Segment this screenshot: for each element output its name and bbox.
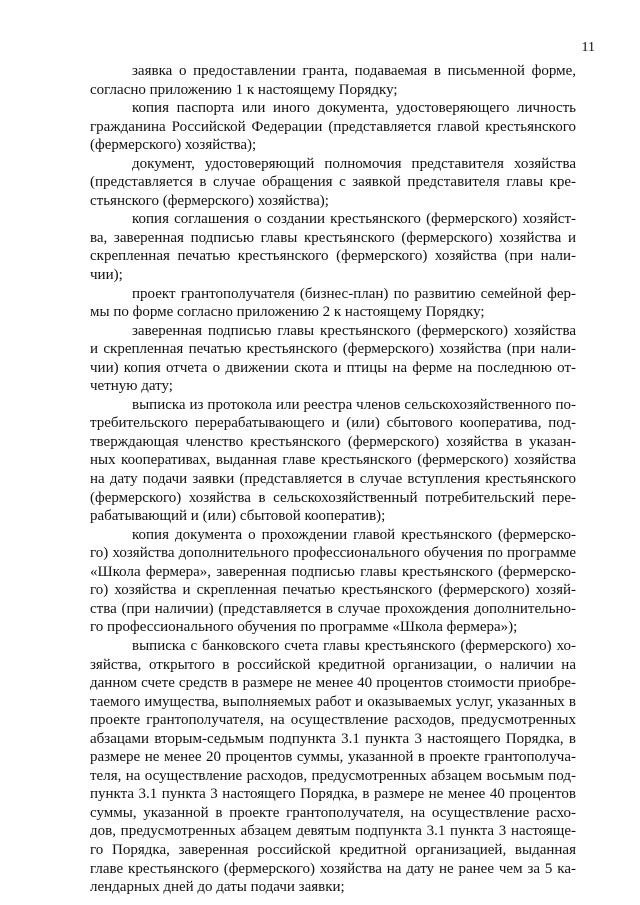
text-line: (представляется в случае обращения с заявкой представителя главы кре-	[90, 174, 576, 191]
text-line: копия соглашения о создании крестьянского (фермерского) хозяйст-	[132, 211, 576, 228]
text-line: заявка о предоставлении гранта, подаваемая в письменной форме,	[132, 63, 576, 79]
text-line: тверждающая членство крестьянского (фермерского) хозяйства в указан-	[90, 433, 576, 450]
text-line: заверенная подписью главы крестьянского (фермерского) хозяйства	[132, 322, 576, 339]
text-line: го профессионального обучения по программе «Школа фермера»);	[90, 619, 518, 636]
text-line: пункта 3.1 пункта 3 настоящего Порядка, в размере не менее 40 процентов	[90, 786, 576, 803]
document-body	[90, 62, 576, 897]
paragraph	[90, 99, 576, 155]
text-line: согласно приложению 1 к настоящему Порядку;	[90, 81, 398, 98]
text-line: копия документа о прохождении главой крестьянского (фермерско-	[132, 526, 576, 543]
text-line: размере не менее 20 процентов суммы, указанной в проекте грантополуча-	[90, 749, 576, 766]
paragraph	[90, 526, 576, 637]
paragraph	[90, 396, 576, 526]
text-line: и скрепленная печатью крестьянского (фермерского) хозяйства (при нали-	[90, 341, 576, 358]
text-line: «Школа фермера», заверенная подписью главы крестьянского (фермерско-	[90, 563, 576, 580]
text-line: суммы, указанной в проекте грантополучателя, на осуществление расхо-	[90, 804, 576, 821]
text-line: чии);	[90, 267, 123, 284]
text-line: данном счете средств в размере не менее 40 процентов стоимости приобре-	[90, 675, 576, 692]
text-line: проекте грантополучателя, на осуществление расходов, предусмотренных	[90, 712, 576, 729]
text-line: абзацами вторым-седьмым подпункта 3.1 пункта 3 настоящего Порядка, в	[90, 730, 576, 747]
text-line: ных кооперативах, выданная главе крестьянского (фермерского) хозяйства	[90, 452, 576, 469]
text-line: четную дату;	[90, 378, 173, 395]
paragraph	[90, 210, 576, 284]
text-line: дов, предусмотренных абзацем девятым подпункта 3.1 пункта 3 настояще-	[90, 823, 576, 840]
text-line: чии) копия отчета о движении скота и птицы на ферме на последнюю от-	[90, 359, 576, 376]
text-line: на дату подачи заявки (представляется в случае вступления крестьянского	[90, 471, 576, 488]
text-line: лендарных дней до даты подачи заявки;	[90, 879, 345, 896]
text-line: (фермерского) хозяйства);	[90, 137, 257, 154]
text-line: документ, удостоверяющий полномочия представителя хозяйства	[132, 155, 576, 172]
text-line: проект грантополучателя (бизнес-план) по развитию семейной фер-	[132, 285, 576, 302]
text-line: го) хозяйства дополнительного профессионального обучения по программе	[90, 545, 576, 562]
text-line: копия паспорта или иного документа, удостоверяющего личность	[132, 100, 576, 117]
paragraph	[90, 322, 576, 396]
paragraph	[90, 155, 576, 211]
text-line: скрепленная печатью крестьянского (фермерского) хозяйства (при нали-	[90, 248, 576, 265]
text-line: стьянского (фермерского) хозяйства);	[90, 192, 329, 209]
text-line: выписка с банковского счета главы крестьянского (фермерского) хо-	[132, 637, 576, 654]
text-line: главе крестьянского (фермерского) хозяйства на дату не ранее чем за 5 ка-	[90, 860, 576, 877]
text-line: требительского перерабатывающего и (или) сбытового кооператива, под-	[90, 415, 576, 432]
text-line: теля, на осуществление расходов, предусмотренных абзацем восьмым под-	[90, 767, 576, 784]
text-line: го Порядка, заверенная российской кредитной организацией, выданная	[90, 841, 576, 858]
paragraph	[90, 637, 576, 897]
text-line: выписка из протокола или реестра членов сельскохозяйственного по-	[132, 396, 576, 413]
page-number: 11	[581, 40, 595, 55]
text-line: рабатывающий и (или) сбытовой кооператив);	[90, 508, 386, 525]
paragraph	[90, 285, 576, 322]
text-line: го) хозяйства и скрепленная печатью крестьянского (фермерского) хозяй-	[90, 582, 576, 599]
text-line: таемого имущества, выполняемых работ и оказываемых услуг, указанных в	[90, 693, 576, 710]
text-line: (фермерского) хозяйства в сельскохозяйственный потребительский пере-	[90, 489, 576, 506]
text-line: мы по форме согласно приложению 2 к настоящему Порядку;	[90, 304, 485, 321]
paragraph	[90, 62, 576, 99]
text-line: гражданина Российской Федерации (представляется главой крестьянского	[90, 118, 576, 135]
text-line: ва, заверенная подписью главы крестьянского (фермерского) хозяйства и	[90, 229, 576, 246]
text-line: ства (при наличии) (представляется в случае прохождения дополнительно-	[90, 600, 576, 617]
text-line: зяйства, открытого в российской кредитной организации, о наличии на	[90, 656, 576, 673]
